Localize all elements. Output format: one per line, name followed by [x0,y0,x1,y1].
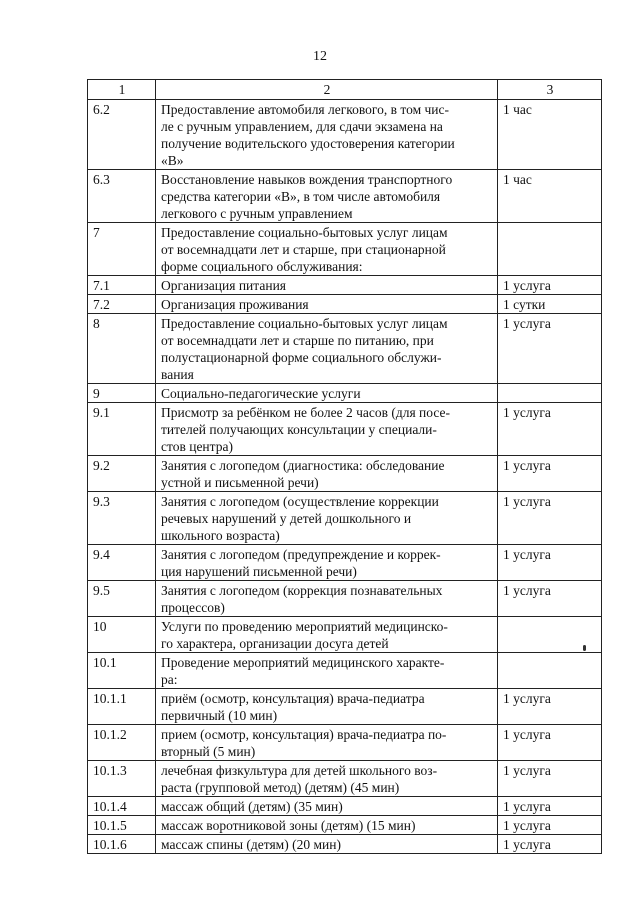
unit-cell: 1 услуга [498,797,602,816]
unit-cell: 1 услуга [498,492,602,545]
unit-cell: 1 услуга [498,545,602,581]
table-row [88,816,602,835]
table-row [88,314,602,384]
unit-cell: 1 услуга [498,689,602,725]
table-row [88,384,602,403]
service-description-cell: Занятия с логопедом (предупреждение и коррек- ция нарушений письменной речи) [156,545,498,581]
unit-cell [498,653,602,689]
row-number-cell: 9.4 [88,545,156,581]
service-description-cell: Социально-педагогические услуги [156,384,498,403]
row-number-cell: 9.5 [88,581,156,617]
service-description-cell: массаж воротниковой зоны (детям) (15 мин) [156,816,498,835]
row-number-cell: 10.1.2 [88,725,156,761]
service-description-cell: Предоставление социально-бытовых услуг лицам от восемнадцати лет и старше, при стационарной форме социального обслуживания: [156,223,498,276]
row-number-cell: 7.2 [88,295,156,314]
service-description-cell: Занятия с логопедом (коррекция познавательных процессов) [156,581,498,617]
service-description-cell: массаж общий (детям) (35 мин) [156,797,498,816]
row-number-cell: 9.2 [88,456,156,492]
service-description-cell: Проведение мероприятий медицинского характе- ра: [156,653,498,689]
table-row [88,276,602,295]
unit-cell: 1 услуга [498,403,602,456]
unit-cell [498,384,602,403]
row-number-cell: 8 [88,314,156,384]
table-row [88,761,602,797]
unit-cell: 1 час [498,170,602,223]
column-header-2: 2 [156,80,498,100]
table-row [88,295,602,314]
service-description-cell: прием (осмотр, консультация) врача-педиатра по- вторный (5 мин) [156,725,498,761]
row-number-cell: 10.1 [88,653,156,689]
table-row [88,689,602,725]
unit-cell: 1 услуга [498,835,602,854]
table-row [88,617,602,653]
row-number-cell: 10.1.1 [88,689,156,725]
row-number-cell: 10.1.3 [88,761,156,797]
service-description-cell: Присмотр за ребёнком не более 2 часов (для посе- тителей получающих консультации у специали- стов центра) [156,403,498,456]
table-row [88,725,602,761]
row-number-cell: 10 [88,617,156,653]
table-row [88,170,602,223]
table-row [88,223,602,276]
unit-cell: 1 услуга [498,456,602,492]
row-number-cell: 9.1 [88,403,156,456]
unit-cell [498,223,602,276]
table-row [88,492,602,545]
table-row [88,545,602,581]
service-description-cell: Занятия с логопедом (осуществление коррекции речевых нарушений у детей дошкольного и школьного возраста) [156,492,498,545]
row-number-cell: 10.1.6 [88,835,156,854]
row-number-cell: 10.1.4 [88,797,156,816]
row-number-cell: 6.3 [88,170,156,223]
unit-cell: 1 услуга [498,761,602,797]
unit-cell: 1 час [498,100,602,170]
ink-mark [583,645,586,651]
table-row [88,456,602,492]
row-number-cell: 9.3 [88,492,156,545]
unit-cell: 1 услуга [498,314,602,384]
column-header-3: 3 [498,80,602,100]
service-description-cell: Услуги по проведению мероприятий медицинско- го характера, организации досуга детей [156,617,498,653]
service-description-cell: Организация питания [156,276,498,295]
table-row [88,835,602,854]
table-row [88,653,602,689]
page-number: 12 [313,49,327,64]
table-header-row [88,80,602,100]
row-number-cell: 10.1.5 [88,816,156,835]
row-number-cell: 7 [88,223,156,276]
row-number-cell: 7.1 [88,276,156,295]
service-description-cell: Занятия с логопедом (диагностика: обследование устной и письменной речи) [156,456,498,492]
services-table [87,79,602,854]
unit-cell: 1 услуга [498,725,602,761]
service-description-cell: приём (осмотр, консультация) врача-педиатра первичный (10 мин) [156,689,498,725]
unit-cell: 1 услуга [498,581,602,617]
row-number-cell: 6.2 [88,100,156,170]
table-row [88,403,602,456]
unit-cell: 1 сутки [498,295,602,314]
table-row [88,581,602,617]
row-number-cell: 9 [88,384,156,403]
service-description-cell: Восстановление навыков вождения транспортного средства категории «В», в том числе автомобиля легкового с ручным управлением [156,170,498,223]
table-row [88,797,602,816]
service-description-cell: Предоставление социально-бытовых услуг лицам от восемнадцати лет и старше по питанию, при полустационарной форме социального обслужи- вания [156,314,498,384]
unit-cell: 1 услуга [498,276,602,295]
column-header-1: 1 [88,80,156,100]
service-description-cell: лечебная физкультура для детей школьного воз- раста (групповой метод) (детям) (45 мин) [156,761,498,797]
table-row [88,100,602,170]
service-description-cell: Предоставление автомобиля легкового, в том чис- ле с ручным управлением, для сдачи экзамена на получение водительского удостоверения категории «В» [156,100,498,170]
service-description-cell: Организация проживания [156,295,498,314]
service-description-cell: массаж спины (детям) (20 мин) [156,835,498,854]
unit-cell: 1 услуга [498,816,602,835]
